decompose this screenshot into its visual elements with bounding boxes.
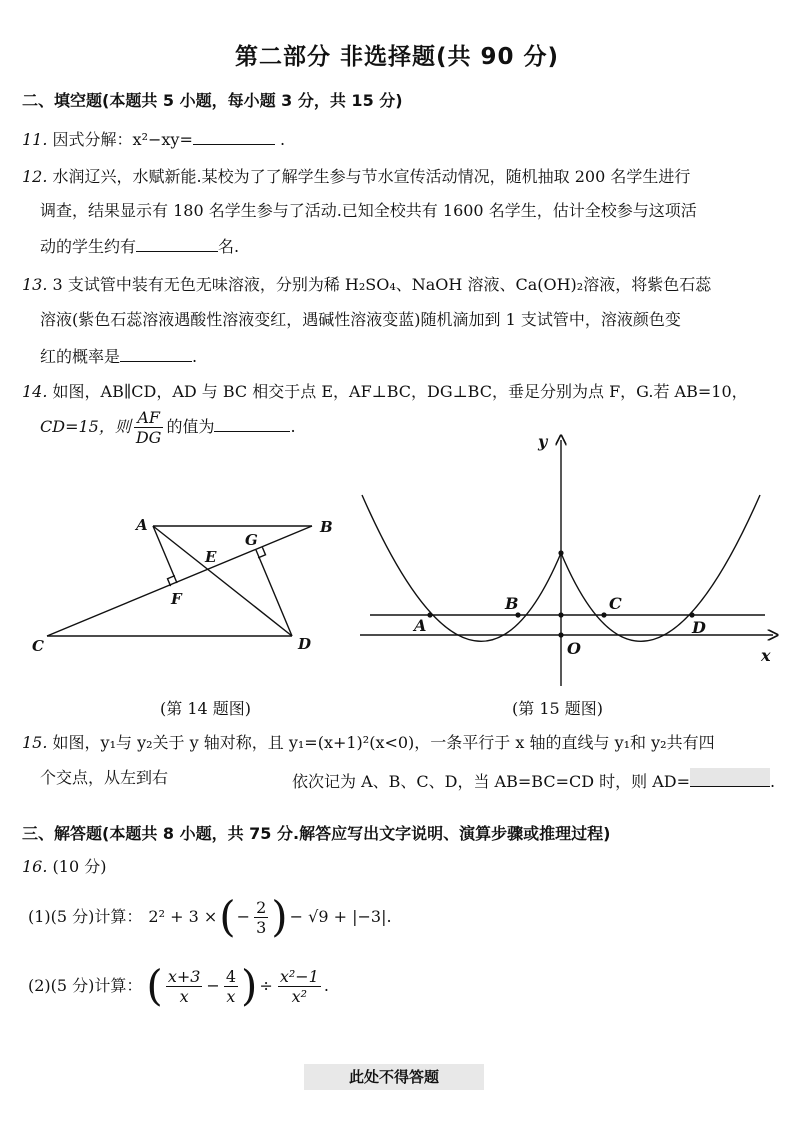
segment-af xyxy=(153,526,177,583)
expression-end: . xyxy=(323,976,329,995)
answer-blank[interactable] xyxy=(120,345,192,362)
fraction-numerator: 2 xyxy=(256,897,267,917)
question-number: 16. xyxy=(22,857,48,876)
division-sign: ÷ xyxy=(259,976,273,995)
left-paren: ( xyxy=(146,961,163,1010)
question-15-line-2a: 个交点，从左到右 xyxy=(40,768,169,787)
figure-15-caption: (第 15 题图) xyxy=(512,699,604,718)
question-16-header xyxy=(22,857,106,877)
question-number: 14. xyxy=(22,382,48,401)
axis-label-y: y xyxy=(538,432,548,451)
point-y-intercept-line xyxy=(558,612,563,617)
fraction-numerator: x+3 xyxy=(167,966,201,986)
right-paren: ) xyxy=(241,961,258,1010)
question-text: 3 支试管中装有无色无味溶液，分别为稀 H₂SO₄、NaOH 溶液、Ca(OH)₂溶液，将紫色石蕊 xyxy=(52,275,712,294)
fraction xyxy=(166,967,203,1006)
question-end: . xyxy=(192,347,198,366)
point-origin xyxy=(558,632,563,637)
section-heading-solutions: 三、解答题(本题共 8 小题，共 75 分.解答应写出文字说明、演算步骤或推理过程) xyxy=(22,824,611,843)
question-12-line-2: 调查，结果显示有 180 名学生参与了活动.已知全校共有 1600 名学生，估计全校参与这项活 xyxy=(40,201,697,220)
answer-blank[interactable] xyxy=(136,235,218,252)
question-14-line-2 xyxy=(40,408,296,447)
no-answer-zone-label: 此处不得答题 xyxy=(304,1064,484,1090)
point-label-f: F xyxy=(171,590,182,608)
fraction-af-dg xyxy=(134,408,164,447)
point-label-g: G xyxy=(245,531,258,549)
question-number: 12. xyxy=(22,167,48,186)
segment-dg xyxy=(256,550,292,636)
fraction-denominator: DG xyxy=(135,428,162,447)
minus-sign: − xyxy=(206,976,220,995)
point-label-e: E xyxy=(205,548,217,566)
question-text: 水润辽兴，水赋新能.某校为了了解学生参与节水宣传活动情况，随机抽取 200 名学生进行 xyxy=(52,167,691,186)
question-15-line-2b xyxy=(292,768,775,792)
fraction xyxy=(224,967,238,1006)
part-label: (2)(5 分)计算： xyxy=(28,976,143,995)
question-13-line-3 xyxy=(40,345,197,367)
axis-label-x: x xyxy=(761,646,771,665)
page-title: 第二部分 非选择题(共 90 分) xyxy=(234,44,560,70)
fraction-numerator: 4 xyxy=(225,966,237,986)
question-text: 因式分解：x²−xy= xyxy=(52,130,193,149)
right-paren: ) xyxy=(271,892,288,941)
question-text: 依次记为 A、B、C、D，当 AB=BC=CD 时，则 AD= xyxy=(292,772,691,791)
question-number: 13. xyxy=(22,275,48,294)
part-label: (1)(5 分)计算： xyxy=(28,907,143,926)
point-label-c: C xyxy=(32,637,44,655)
question-end: . xyxy=(290,417,296,436)
fraction-denominator: 3 xyxy=(256,917,267,937)
point-label-a: A xyxy=(136,516,148,534)
figure-14 xyxy=(20,505,340,665)
point-label-c: C xyxy=(609,594,622,613)
fraction xyxy=(278,967,321,1006)
question-text: 如图，AB∥CD，AD 与 BC 相交于点 E，AF⊥BC，DG⊥BC，垂足分别为点 F，G.若 AB=10， xyxy=(52,382,748,401)
expression-part: 2² + 3 × xyxy=(148,907,218,926)
question-16-part-1 xyxy=(28,892,392,941)
point-label-a: A xyxy=(414,616,427,635)
question-text: 的值为 xyxy=(166,417,215,436)
curve-y2 xyxy=(561,495,760,641)
question-11 xyxy=(22,128,285,150)
point-b xyxy=(515,612,520,617)
point-label-d: D xyxy=(298,635,312,653)
point-d xyxy=(689,612,694,617)
fraction-numerator: AF xyxy=(134,408,164,428)
origin-label: O xyxy=(567,639,581,658)
expression-part: − √9 + |−3|. xyxy=(289,907,392,926)
question-text: 红的概率是 xyxy=(40,347,121,366)
question-text: 如图，y₁与 y₂关于 y 轴对称，且 y₁=(x+1)²(x<0)，一条平行于 x 轴的直线与 y₁和 y₂共有四 xyxy=(52,733,715,752)
fraction-numerator: x²−1 xyxy=(279,966,319,986)
question-13-line-1 xyxy=(22,275,711,295)
question-12-line-1 xyxy=(22,167,690,187)
fraction-denominator: x xyxy=(226,986,236,1006)
figure-15 xyxy=(355,428,785,688)
figure-14-caption: (第 14 题图) xyxy=(160,699,252,718)
fraction xyxy=(254,898,268,937)
question-14-line-1 xyxy=(22,382,748,402)
question-number: 15. xyxy=(22,733,48,752)
point-label-b: B xyxy=(320,518,333,536)
question-text: 名. xyxy=(218,237,240,256)
question-text: CD=15，则 xyxy=(40,417,131,436)
section-heading-fill-blank: 二、填空题(本题共 5 小题，每小题 3 分，共 15 分) xyxy=(22,91,403,110)
question-points: (10 分) xyxy=(52,857,107,876)
fraction-denominator: x² xyxy=(291,986,308,1006)
point-label-b: B xyxy=(505,594,519,613)
question-number: 11. xyxy=(22,130,48,149)
answer-blank[interactable] xyxy=(193,128,275,145)
answer-blank[interactable] xyxy=(690,768,770,787)
question-end: . xyxy=(279,130,286,149)
curve-y1 xyxy=(362,495,561,641)
answer-blank[interactable] xyxy=(214,415,290,432)
question-12-line-3 xyxy=(40,235,239,257)
point-a xyxy=(427,612,432,617)
point-cusp xyxy=(558,550,563,555)
fraction-denominator: x xyxy=(179,986,189,1006)
question-15-line-1 xyxy=(22,733,715,753)
question-16-part-2 xyxy=(28,961,329,1010)
point-label-d: D xyxy=(692,618,706,637)
left-paren: ( xyxy=(219,892,236,941)
minus-sign: − xyxy=(236,907,251,926)
point-c xyxy=(601,612,606,617)
question-text: 动的学生约有 xyxy=(40,237,137,256)
question-13-line-2: 溶液(紫色石蕊溶液遇酸性溶液变红，遇碱性溶液变蓝)随机滴加到 1 支试管中，溶液颜色变 xyxy=(40,310,681,329)
question-end: . xyxy=(770,772,776,791)
